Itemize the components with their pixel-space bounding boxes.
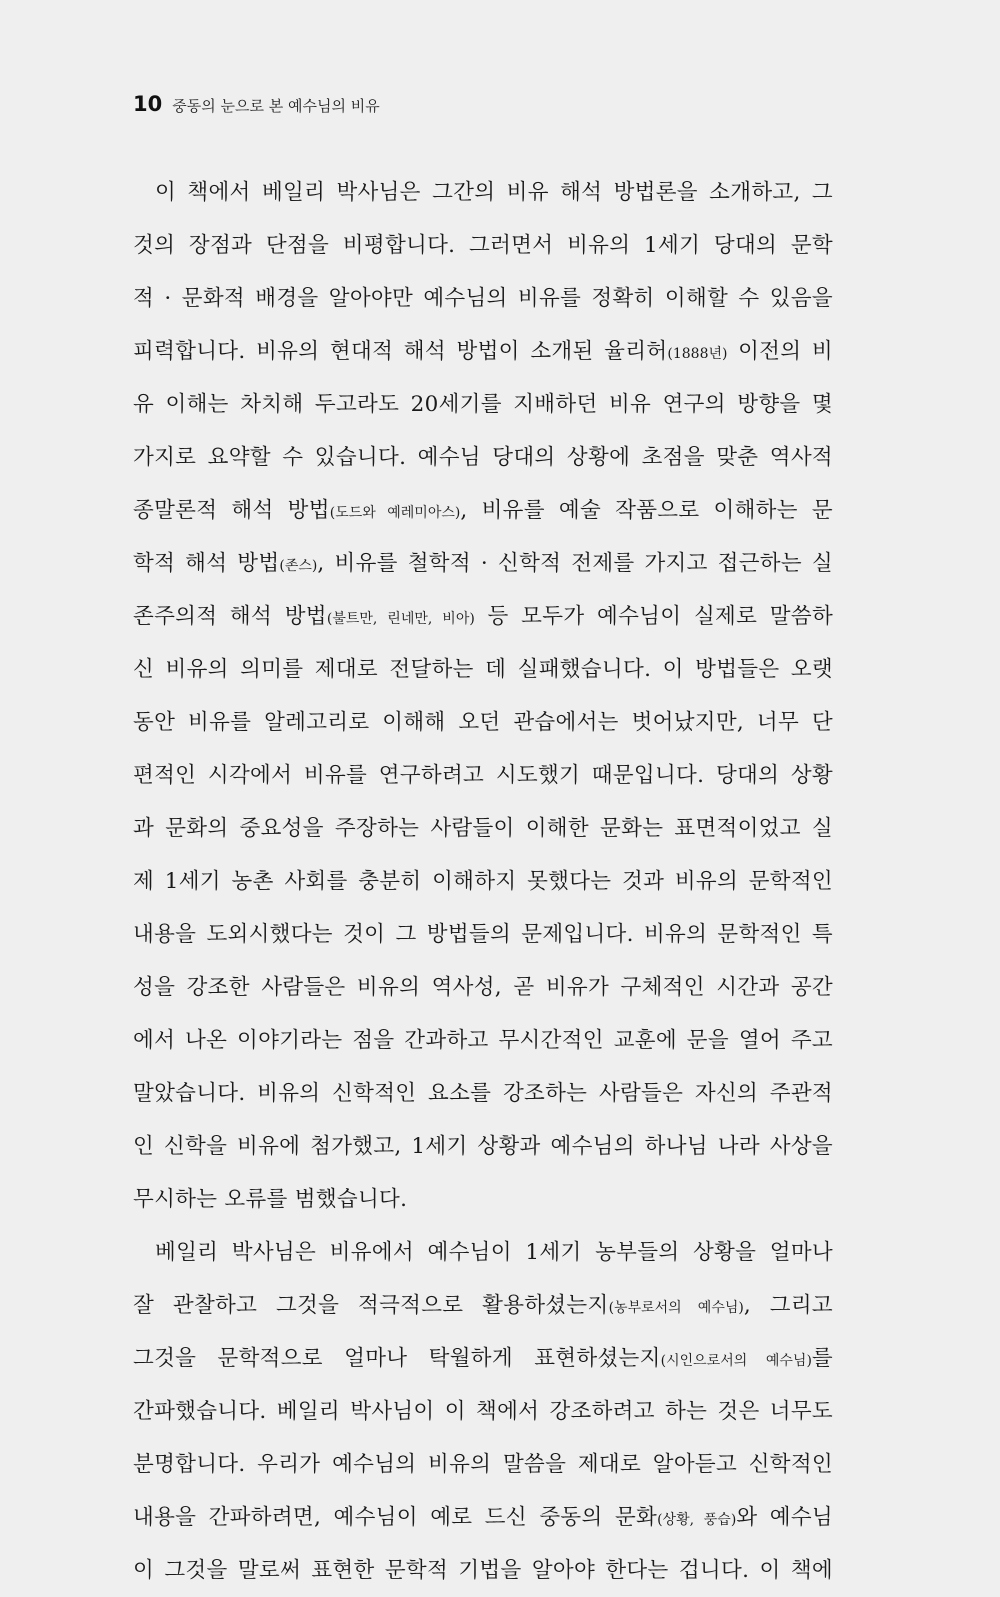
text-line: 가지로 요약할 수 있습니다. 예수님 당대의 상황에 초점을 맞춘 역사적 — [133, 445, 833, 470]
text-line: 성을 강조한 사람들은 비유의 역사성, 곧 비유가 구체적인 시간과 공간 — [133, 975, 833, 1000]
parenthetical-note: (시인으로서의 예수님) — [660, 1353, 812, 1369]
parenthetical-note: (상황, 풍습) — [657, 1512, 737, 1528]
running-head — [133, 92, 380, 116]
text-line: 존주의적 해석 방법(불트만, 린네만, 비아) 등 모두가 예수님이 실제로 말씀하 — [133, 604, 834, 629]
text-line: 내용을 도외시했다는 것이 그 방법들의 문제입니다. 비유의 문학적인 특 — [133, 922, 833, 947]
parenthetical-note: (존스) — [279, 558, 318, 574]
text-line: 피력합니다. 비유의 현대적 해석 방법이 소개된 율리허(1888년) 이전의 비 — [133, 339, 833, 364]
text-line: 인 신학을 비유에 첨가했고, 1세기 상황과 예수님의 하나님 나라 사상을 — [133, 1134, 833, 1159]
parenthetical-note: (농부로서의 예수님) — [608, 1300, 744, 1316]
text-line: 것의 장점과 단점을 비평합니다. 그러면서 비유의 1세기 당대의 문학 — [133, 233, 833, 258]
text-line: 말았습니다. 비유의 신학적인 요소를 강조하는 사람들은 자신의 주관적 — [133, 1081, 833, 1106]
text-line: 이 그것을 말로써 표현한 문학적 기법을 알아야 한다는 겁니다. 이 책에 — [133, 1558, 833, 1583]
page-number: 10 — [133, 92, 163, 116]
text-line: 적 · 문화적 배경을 알아야만 예수님의 비유를 정확히 이해할 수 있음을 — [133, 286, 833, 311]
text-line: 이 책에서 베일리 박사님은 그간의 비유 해석 방법론을 소개하고, 그 — [155, 180, 833, 205]
text-line: 신 비유의 의미를 제대로 전달하는 데 실패했습니다. 이 방법들은 오랫 — [133, 657, 833, 682]
text-line: 에서 나온 이야기라는 점을 간과하고 무시간적인 교훈에 문을 열어 주고 — [133, 1028, 833, 1053]
text-line: 종말론적 해석 방법(도드와 예레미아스), 비유를 예술 작품으로 이해하는 문 — [133, 498, 833, 523]
parenthetical-note: (불트만, 린네만, 비아) — [326, 611, 475, 627]
text-line: 그것을 문학적으로 얼마나 탁월하게 표현하셨는지(시인으로서의 예수님)를 — [133, 1346, 833, 1371]
text-line: 동안 비유를 알레고리로 이해해 오던 관습에서는 벗어났지만, 너무 단 — [133, 710, 833, 735]
text-line: 제 1세기 농촌 사회를 충분히 이해하지 못했다는 것과 비유의 문학적인 — [133, 869, 833, 894]
text-line: 편적인 시각에서 비유를 연구하려고 시도했기 때문입니다. 당대의 상황 — [133, 763, 833, 788]
body-text — [133, 166, 833, 1597]
text-line: 베일리 박사님은 비유에서 예수님이 1세기 농부들의 상황을 얼마나 — [155, 1240, 833, 1265]
parenthetical-note: (도드와 예레미아스) — [329, 505, 461, 521]
text-line: 내용을 간파하려면, 예수님이 예로 드신 중동의 문화(상황, 풍습)와 예수님 — [133, 1505, 834, 1530]
text-line: 유 이해는 차치해 두고라도 20세기를 지배하던 비유 연구의 방향을 몇 — [133, 392, 833, 417]
text-line: 과 문화의 중요성을 주장하는 사람들이 이해한 문화는 표면적이었고 실 — [133, 816, 833, 841]
text-line: 학적 해석 방법(존스), 비유를 철학적 · 신학적 전제를 가지고 접근하는 실 — [133, 551, 833, 576]
parenthetical-note: (1888년) — [667, 346, 728, 362]
book-title: 중동의 눈으로 본 예수님의 비유 — [172, 97, 380, 115]
text-line: 간파했습니다. 베일리 박사님이 이 책에서 강조하려고 하는 것은 너무도 — [133, 1399, 833, 1424]
text-line: 잘 관찰하고 그것을 적극적으로 활용하셨는지(농부로서의 예수님), 그리고 — [133, 1293, 833, 1318]
text-line: 분명합니다. 우리가 예수님의 비유의 말씀을 제대로 알아듣고 신학적인 — [133, 1452, 833, 1477]
text-line: 무시하는 오류를 범했습니다. — [133, 1187, 408, 1212]
